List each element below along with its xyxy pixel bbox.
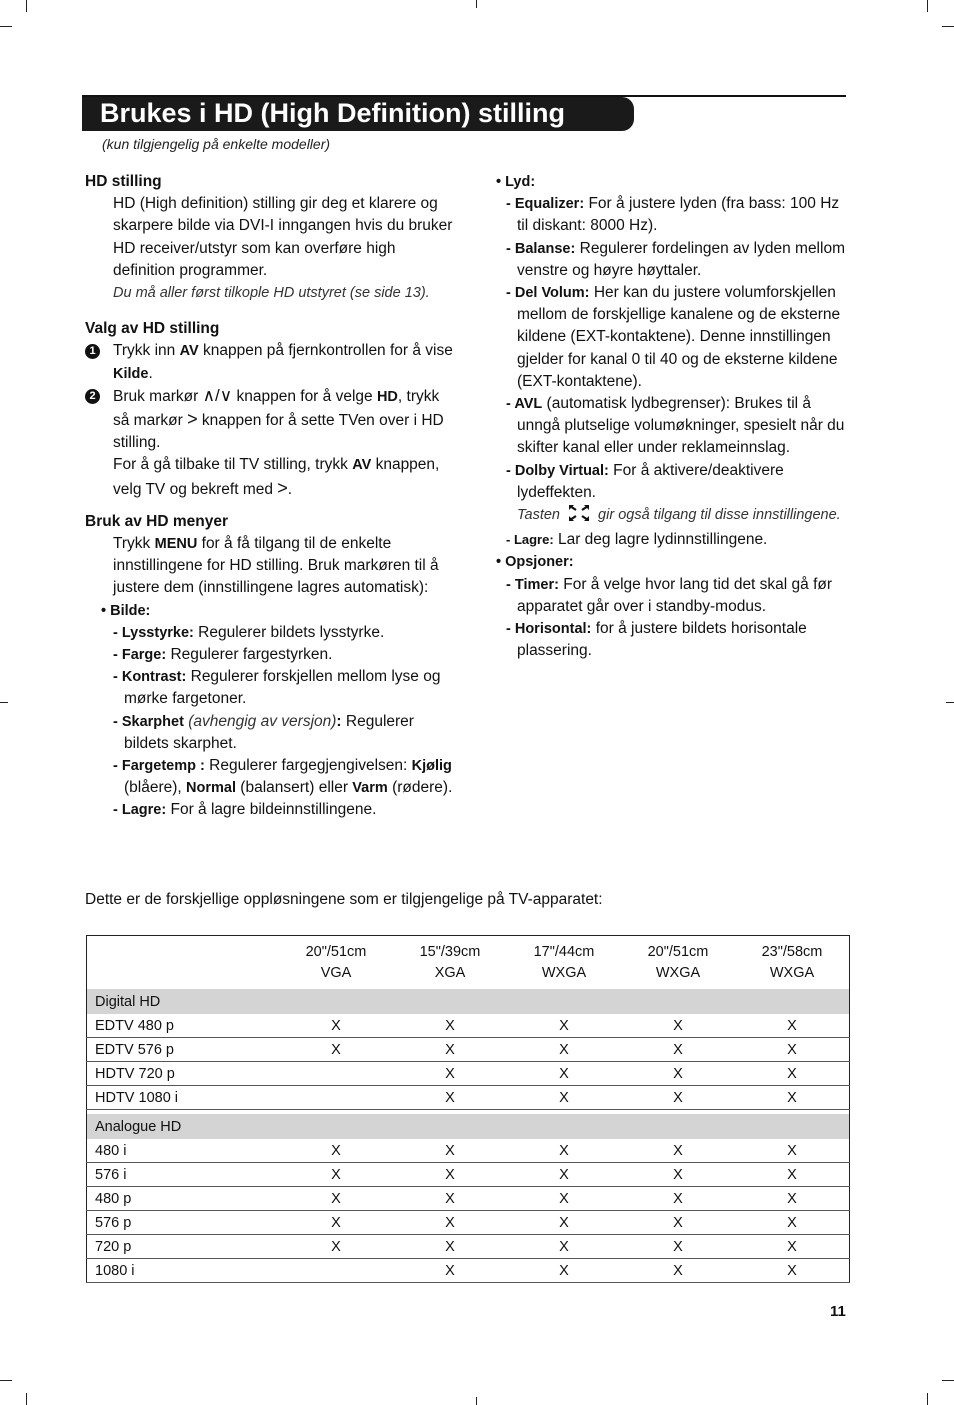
analogue-rows: [87, 1139, 850, 1283]
crop-mark: [26, 0, 27, 12]
table-cell: X: [393, 1211, 507, 1235]
crop-mark: [0, 702, 8, 703]
hd-note: Du må aller først tilkople HD utstyret (se side 13).: [113, 285, 430, 302]
table-cell: X: [507, 1086, 621, 1110]
page-number: 11: [830, 1303, 846, 1320]
table-cell: X: [735, 1139, 850, 1163]
step-number: 2: [85, 389, 100, 404]
row-label: 480 p: [87, 1187, 280, 1211]
col-header: 15"/39cm XGA: [419, 943, 481, 981]
table-cell: X: [735, 1086, 850, 1110]
table-row: [87, 1038, 850, 1062]
table-cell: X: [735, 1259, 850, 1283]
table-cell: X: [621, 1235, 735, 1259]
row-label: EDTV 576 p: [87, 1038, 280, 1062]
row-label: EDTV 480 p: [87, 1014, 280, 1038]
table-cell: [279, 1259, 393, 1283]
table-cell: X: [735, 1014, 850, 1038]
section-row: Digital HD: [87, 989, 850, 1014]
horisontal-item: - Horisontal: for å justere bildets horisontale plassering.: [506, 620, 807, 660]
up-down-arrow-icon: ∧/∨: [202, 385, 233, 405]
table-cell: X: [393, 1259, 507, 1283]
table-cell: X: [507, 1163, 621, 1187]
step-2-return: For å gå tilbake til TV stilling, trykk AV knappen, velg TV og bekreft med >.: [113, 456, 440, 498]
table-cell: X: [393, 1163, 507, 1187]
crop-mark: [927, 0, 928, 12]
table-row: [87, 1187, 850, 1211]
right-arrow-icon: >: [277, 477, 288, 498]
table-cell: X: [393, 1187, 507, 1211]
table-cell: X: [393, 1086, 507, 1110]
table-cell: X: [393, 1062, 507, 1086]
table-cell: X: [507, 1187, 621, 1211]
table-cell: X: [507, 1062, 621, 1086]
resolution-table: [86, 935, 850, 1283]
bruk-text: Trykk MENU for å få tilgang til de enkelte innstillingene for HD stilling. Bruk markøren til å justere dem (innstillingene lagres automatisk):: [113, 535, 439, 597]
balanse-item: - Balanse: Regulerer fordelingen av lyden mellom venstre og høyre høyttaler.: [506, 239, 845, 279]
table-cell: X: [621, 1163, 735, 1187]
table-cell: X: [507, 1139, 621, 1163]
kontrast-item: - Kontrast: Regulerer forskjellen mellom lyse og mørke fargetoner.: [113, 668, 441, 708]
equalizer-item: - Equalizer: For å justere lyden (fra bass: 100 Hz til diskant: 8000 Hz).: [506, 195, 840, 235]
crop-mark: [0, 26, 12, 27]
table-header-row: [87, 936, 850, 990]
hd-heading: HD stilling: [85, 173, 162, 190]
fargetemp-item: - Fargetemp : Regulerer fargegjengivelsen: Kjølig (blåere), Normal (balansert) eller Varm (rødere).: [113, 757, 453, 797]
digital-rows: [87, 1014, 850, 1110]
crop-mark: [476, 1397, 477, 1405]
table-cell: X: [507, 1038, 621, 1062]
table-row: [87, 1062, 850, 1086]
table-cell: X: [621, 1139, 735, 1163]
col-header: 20"/51cm WXGA: [647, 943, 709, 981]
table-cell: X: [621, 1086, 735, 1110]
opsjoner-label: • Opsjoner:: [496, 554, 574, 571]
step-number: 1: [85, 344, 100, 359]
table-cell: X: [279, 1163, 393, 1187]
table-cell: X: [279, 1211, 393, 1235]
table-intro: Dette er de forskjellige oppløsningene som er tilgjengelige på TV-apparatet:: [85, 891, 603, 908]
table-cell: X: [507, 1211, 621, 1235]
table-cell: X: [507, 1235, 621, 1259]
row-label: HDTV 720 p: [87, 1062, 280, 1086]
page-title: Brukes i HD (High Definition) stilling: [82, 97, 634, 131]
table-cell: X: [507, 1014, 621, 1038]
lagre-sound-item: - Lagre: Lar deg lagre lydinnstillingene.: [506, 531, 768, 549]
table-cell: X: [279, 1014, 393, 1038]
row-label: 720 p: [87, 1235, 280, 1259]
crop-mark: [26, 1393, 27, 1405]
row-label: 576 p: [87, 1211, 280, 1235]
table-row: [87, 1163, 850, 1187]
right-arrow-icon: >: [187, 409, 198, 430]
step-1: 1 Trykk inn AV knappen på fjernkontrollen for å vise Kilde.: [85, 340, 457, 384]
skarphet-item: - Skarphet (avhengig av versjon): Regulerer bildets skarphet.: [113, 712, 414, 752]
table-cell: X: [621, 1062, 735, 1086]
table-cell: [279, 1086, 393, 1110]
crop-mark: [0, 1380, 12, 1381]
right-column: [496, 171, 848, 662]
surround-icon: [568, 504, 590, 529]
row-label: 1080 i: [87, 1259, 280, 1283]
table-cell: X: [621, 1259, 735, 1283]
table-row: [87, 1139, 850, 1163]
farge-item: - Farge: Regulerer fargestyrken.: [113, 646, 333, 664]
table-cell: [279, 1062, 393, 1086]
crop-mark: [946, 702, 954, 703]
table-cell: X: [621, 1038, 735, 1062]
table-cell: X: [279, 1187, 393, 1211]
table-row: [87, 1259, 850, 1283]
section-row: Analogue HD: [87, 1114, 850, 1139]
table-cell: X: [393, 1139, 507, 1163]
table-cell: X: [279, 1038, 393, 1062]
crop-mark: [942, 26, 954, 27]
lyd-label: • Lyd:: [496, 174, 536, 190]
step-2: 2 Bruk markør ∧/∨ knappen for å velge HD, trykk så markør > knappen for å sette TVen over i HD stilling.: [85, 385, 457, 455]
table-cell: X: [735, 1211, 850, 1235]
table-row: [87, 1014, 850, 1038]
table-cell: X: [621, 1187, 735, 1211]
table-cell: X: [279, 1139, 393, 1163]
dolby-item: - Dolby Virtual: For å aktivere/deaktivere lydeffekten.: [506, 461, 784, 501]
row-label: HDTV 1080 i: [87, 1086, 280, 1110]
table-cell: X: [735, 1038, 850, 1062]
page-subtitle: (kun tilgjengelig på enkelte modeller): [102, 136, 331, 152]
table-row: [87, 1086, 850, 1110]
table-cell: X: [735, 1187, 850, 1211]
col-header: 17"/44cm WXGA: [533, 943, 595, 981]
col-header: 20"/51cm VGA: [305, 943, 367, 981]
bilde-label: • Bilde:: [101, 602, 151, 619]
col-header: 23"/58cm WXGA: [761, 943, 823, 981]
table-row: [87, 1235, 850, 1259]
hd-text: HD (High definition) stilling gir deg et klarere og skarpere bilde via DVI-I inngangen hvis du bruker HD receiver/utstyr som kan overføre high definition programmer.: [113, 195, 453, 279]
table-cell: X: [393, 1038, 507, 1062]
table-cell: X: [735, 1062, 850, 1086]
lysstyrke-item: - Lysstyrke: Regulerer bildets lysstyrke.: [113, 623, 385, 641]
crop-mark: [476, 0, 477, 8]
table-cell: X: [735, 1235, 850, 1259]
crop-mark: [927, 1393, 928, 1405]
table-cell: X: [393, 1235, 507, 1259]
table-cell: X: [393, 1014, 507, 1038]
tasten-note: Tasten gir også tilgang til disse innstillingene.: [506, 504, 848, 529]
header-empty: [87, 936, 280, 990]
row-label: 480 i: [87, 1139, 280, 1163]
avl-item: - AVL (automatisk lydbegrenser): Brukes til å unngå plutselige volumøkninger, spesielt når du skifter kanal eller under reklameinnslag.: [506, 395, 845, 457]
lagre-item: - Lagre: For å lagre bildeinnstillingene.: [113, 801, 377, 819]
table-cell: X: [735, 1163, 850, 1187]
table-cell: X: [279, 1235, 393, 1259]
crop-mark: [942, 1380, 954, 1381]
left-column: [85, 171, 457, 822]
valg-heading: Valg av HD stilling: [85, 320, 220, 338]
delvolum-item: - Del Volum: Her kan du justere volumforskjellen mellom de forskjellige kanalene og de eksterne kildene (EXT-kontaktene). Denne innstillingen gjelder for kanal 0 til 40 og de eksterne kildene (EXT-kontaktene).: [506, 284, 841, 390]
table-row: [87, 1211, 850, 1235]
row-label: 576 i: [87, 1163, 280, 1187]
table-cell: X: [507, 1259, 621, 1283]
table-cell: X: [621, 1211, 735, 1235]
table-cell: X: [621, 1014, 735, 1038]
timer-item: - Timer: For å velge hvor lang tid det skal gå før apparatet går over i standby-modus.: [506, 575, 833, 615]
bruk-heading: Bruk av HD menyer: [85, 512, 229, 530]
